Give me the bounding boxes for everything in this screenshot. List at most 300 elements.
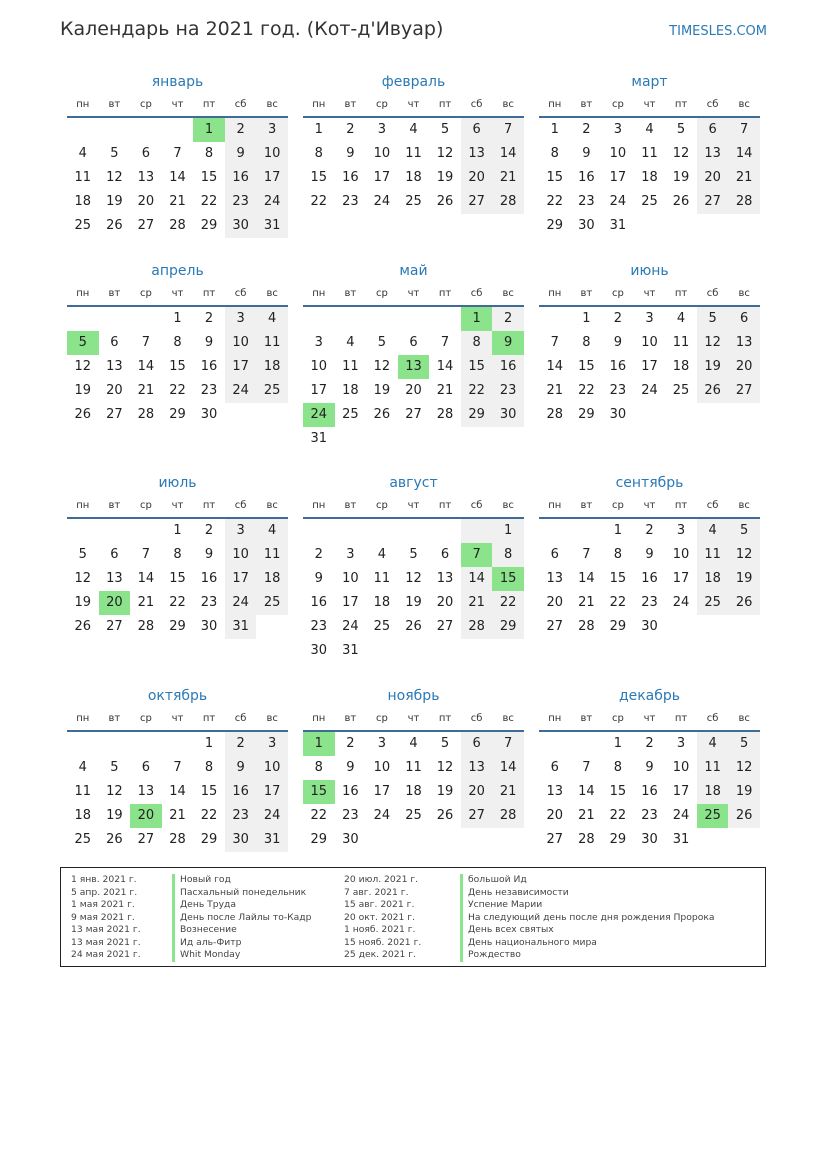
day-cell[interactable]: 31 [672, 832, 690, 847]
day-cell[interactable]: 18 [641, 170, 658, 185]
day-cell[interactable]: 18 [256, 355, 288, 379]
day-cell[interactable]: 18 [697, 567, 729, 591]
day-cell[interactable]: 8 [582, 335, 591, 350]
day-cell[interactable]: 5 [697, 307, 729, 331]
day-cell[interactable]: 16 [641, 571, 658, 586]
day-cell[interactable]: 7 [173, 760, 182, 775]
day-cell[interactable]: 30 [200, 619, 218, 634]
day-cell[interactable]: 29 [461, 403, 493, 427]
day-cell[interactable]: 14 [546, 359, 564, 374]
day-cell[interactable]: 20 [106, 383, 123, 398]
day-cell[interactable]: 6 [110, 547, 119, 562]
day-cell[interactable]: 29 [609, 619, 627, 634]
day-cell[interactable]: 6 [141, 146, 151, 161]
day-cell[interactable]: 9 [225, 756, 257, 780]
day-cell[interactable]: 5 [728, 732, 760, 756]
day-cell[interactable]: 16 [342, 170, 359, 185]
day-cell[interactable]: 6 [141, 760, 151, 775]
day-cell[interactable]: 25 [697, 591, 729, 615]
day-cell[interactable]: 27 [106, 407, 123, 422]
day-cell[interactable]: 25 [405, 808, 422, 823]
day-cell[interactable]: 12 [728, 756, 760, 780]
day-cell[interactable]: 18 [672, 359, 690, 374]
day-cell[interactable]: 18 [405, 784, 422, 799]
day-cell[interactable]: 26 [728, 591, 760, 615]
day-cell[interactable]: 10 [672, 547, 690, 562]
day-cell[interactable]: 21 [436, 383, 454, 398]
day-cell[interactable]: 10 [672, 760, 690, 775]
holiday-cell[interactable]: 9 [492, 331, 524, 355]
day-cell[interactable]: 10 [609, 146, 627, 161]
day-cell[interactable]: 15 [169, 359, 186, 374]
day-cell[interactable]: 10 [641, 335, 658, 350]
day-cell[interactable]: 23 [609, 383, 627, 398]
day-cell[interactable]: 23 [578, 194, 595, 209]
day-cell[interactable]: 6 [409, 335, 418, 350]
day-cell[interactable]: 9 [645, 547, 654, 562]
day-cell[interactable]: 13 [461, 756, 493, 780]
day-cell[interactable]: 9 [225, 142, 257, 166]
day-cell[interactable]: 27 [436, 619, 454, 634]
day-cell[interactable]: 7 [492, 118, 524, 142]
day-cell[interactable]: 15 [461, 355, 493, 379]
day-cell[interactable]: 29 [310, 832, 328, 847]
day-cell[interactable]: 10 [373, 760, 391, 775]
holiday-cell[interactable]: 1 [193, 118, 225, 142]
day-cell[interactable]: 22 [578, 383, 595, 398]
day-cell[interactable]: 23 [225, 804, 257, 828]
day-cell[interactable]: 20 [728, 355, 760, 379]
day-cell[interactable]: 9 [582, 146, 591, 161]
day-cell[interactable]: 24 [672, 595, 690, 610]
day-cell[interactable]: 25 [256, 379, 288, 403]
day-cell[interactable]: 29 [169, 407, 186, 422]
day-cell[interactable]: 12 [106, 784, 123, 799]
day-cell[interactable]: 27 [461, 804, 493, 828]
day-cell[interactable]: 6 [461, 118, 493, 142]
day-cell[interactable]: 3 [613, 122, 623, 137]
day-cell[interactable]: 24 [225, 591, 257, 615]
day-cell[interactable]: 27 [546, 619, 564, 634]
day-cell[interactable]: 12 [436, 146, 454, 161]
day-cell[interactable]: 21 [546, 383, 564, 398]
day-cell[interactable]: 25 [74, 832, 92, 847]
day-cell[interactable]: 18 [256, 567, 288, 591]
holiday-cell[interactable]: 1 [303, 732, 335, 756]
day-cell[interactable]: 21 [137, 383, 155, 398]
day-cell[interactable]: 19 [728, 780, 760, 804]
day-cell[interactable]: 11 [405, 146, 422, 161]
day-cell[interactable]: 11 [641, 146, 658, 161]
holiday-cell[interactable]: 20 [130, 804, 162, 828]
day-cell[interactable]: 8 [550, 146, 559, 161]
day-cell[interactable]: 16 [609, 359, 627, 374]
day-cell[interactable]: 1 [173, 523, 182, 538]
day-cell[interactable]: 20 [461, 166, 493, 190]
day-cell[interactable]: 27 [697, 190, 729, 214]
day-cell[interactable]: 16 [200, 571, 218, 586]
day-cell[interactable]: 16 [578, 170, 595, 185]
day-cell[interactable]: 11 [405, 760, 422, 775]
day-cell[interactable]: 26 [697, 379, 729, 403]
day-cell[interactable]: 10 [373, 146, 391, 161]
day-cell[interactable]: 7 [582, 760, 591, 775]
day-cell[interactable]: 3 [645, 311, 654, 326]
day-cell[interactable]: 18 [342, 383, 359, 398]
day-cell[interactable]: 7 [582, 547, 591, 562]
day-cell[interactable]: 6 [728, 307, 760, 331]
day-cell[interactable]: 21 [492, 780, 524, 804]
day-cell[interactable]: 17 [225, 355, 257, 379]
day-cell[interactable]: 13 [546, 571, 564, 586]
day-cell[interactable]: 14 [137, 571, 155, 586]
day-cell[interactable]: 24 [342, 619, 359, 634]
day-cell[interactable]: 28 [728, 190, 760, 214]
day-cell[interactable]: 17 [373, 784, 391, 799]
day-cell[interactable]: 2 [314, 547, 323, 562]
day-cell[interactable]: 2 [204, 311, 214, 326]
day-cell[interactable]: 26 [373, 407, 391, 422]
day-cell[interactable]: 18 [74, 808, 92, 823]
day-cell[interactable]: 2 [225, 732, 257, 756]
day-cell[interactable]: 28 [578, 619, 595, 634]
day-cell[interactable]: 30 [225, 828, 257, 852]
day-cell[interactable]: 4 [78, 146, 87, 161]
day-cell[interactable]: 15 [200, 784, 218, 799]
day-cell[interactable]: 25 [672, 383, 690, 398]
day-cell[interactable]: 19 [106, 808, 123, 823]
day-cell[interactable]: 2 [492, 307, 524, 331]
holiday-cell[interactable]: 15 [492, 567, 524, 591]
day-cell[interactable]: 5 [728, 519, 760, 543]
day-cell[interactable]: 21 [169, 194, 186, 209]
day-cell[interactable]: 16 [225, 780, 257, 804]
day-cell[interactable]: 26 [74, 619, 92, 634]
day-cell[interactable]: 26 [74, 407, 92, 422]
day-cell[interactable]: 9 [204, 547, 214, 562]
day-cell[interactable]: 23 [492, 379, 524, 403]
day-cell[interactable]: 12 [697, 331, 729, 355]
day-cell[interactable]: 28 [169, 832, 186, 847]
day-cell[interactable]: 9 [645, 760, 654, 775]
day-cell[interactable]: 28 [137, 407, 155, 422]
day-cell[interactable]: 22 [169, 595, 186, 610]
day-cell[interactable]: 27 [546, 832, 564, 847]
day-cell[interactable]: 17 [256, 780, 288, 804]
day-cell[interactable]: 3 [676, 736, 686, 751]
day-cell[interactable]: 19 [106, 194, 123, 209]
day-cell[interactable]: 4 [256, 307, 288, 331]
day-cell[interactable]: 12 [106, 170, 123, 185]
day-cell[interactable]: 6 [440, 547, 450, 562]
day-cell[interactable]: 17 [373, 170, 391, 185]
day-cell[interactable]: 14 [137, 359, 155, 374]
day-cell[interactable]: 31 [609, 218, 627, 233]
day-cell[interactable]: 31 [256, 214, 288, 238]
day-cell[interactable]: 30 [225, 214, 257, 238]
day-cell[interactable]: 8 [613, 760, 623, 775]
day-cell[interactable]: 6 [110, 335, 119, 350]
day-cell[interactable]: 19 [697, 355, 729, 379]
day-cell[interactable]: 29 [200, 218, 218, 233]
day-cell[interactable]: 20 [461, 780, 493, 804]
day-cell[interactable]: 15 [609, 571, 627, 586]
day-cell[interactable]: 19 [405, 595, 422, 610]
day-cell[interactable]: 28 [578, 832, 595, 847]
day-cell[interactable]: 21 [578, 808, 595, 823]
day-cell[interactable]: 25 [405, 194, 422, 209]
day-cell[interactable]: 17 [641, 359, 658, 374]
day-cell[interactable]: 19 [436, 784, 454, 799]
day-cell[interactable]: 26 [405, 619, 422, 634]
day-cell[interactable]: 12 [728, 543, 760, 567]
day-cell[interactable]: 4 [645, 122, 654, 137]
day-cell[interactable]: 23 [342, 194, 359, 209]
day-cell[interactable]: 22 [609, 808, 627, 823]
day-cell[interactable]: 19 [74, 595, 92, 610]
day-cell[interactable]: 22 [200, 194, 218, 209]
day-cell[interactable]: 29 [578, 407, 595, 422]
day-cell[interactable]: 5 [377, 335, 387, 350]
day-cell[interactable]: 2 [645, 523, 654, 538]
day-cell[interactable]: 10 [256, 756, 288, 780]
day-cell[interactable]: 11 [74, 170, 92, 185]
day-cell[interactable]: 30 [342, 832, 359, 847]
day-cell[interactable]: 4 [409, 122, 418, 137]
day-cell[interactable]: 8 [173, 335, 182, 350]
day-cell[interactable]: 27 [106, 619, 123, 634]
day-cell[interactable]: 26 [728, 804, 760, 828]
day-cell[interactable]: 27 [137, 218, 155, 233]
day-cell[interactable]: 20 [546, 595, 564, 610]
day-cell[interactable]: 12 [373, 359, 391, 374]
day-cell[interactable]: 25 [74, 218, 92, 233]
day-cell[interactable]: 3 [346, 547, 355, 562]
day-cell[interactable]: 14 [578, 784, 595, 799]
day-cell[interactable]: 22 [169, 383, 186, 398]
day-cell[interactable]: 11 [697, 756, 729, 780]
day-cell[interactable]: 26 [436, 194, 454, 209]
day-cell[interactable]: 5 [440, 122, 450, 137]
day-cell[interactable]: 24 [373, 808, 391, 823]
day-cell[interactable]: 11 [256, 543, 288, 567]
day-cell[interactable]: 12 [672, 146, 690, 161]
day-cell[interactable]: 4 [697, 519, 729, 543]
day-cell[interactable]: 13 [106, 571, 123, 586]
day-cell[interactable]: 18 [74, 194, 92, 209]
holiday-cell[interactable]: 5 [67, 331, 99, 355]
holiday-cell[interactable]: 25 [697, 804, 729, 828]
day-cell[interactable]: 28 [169, 218, 186, 233]
day-cell[interactable]: 13 [436, 571, 454, 586]
day-cell[interactable]: 16 [200, 359, 218, 374]
day-cell[interactable]: 17 [609, 170, 627, 185]
day-cell[interactable]: 30 [578, 218, 595, 233]
day-cell[interactable]: 1 [582, 311, 591, 326]
day-cell[interactable]: 13 [137, 170, 155, 185]
day-cell[interactable]: 17 [256, 166, 288, 190]
day-cell[interactable]: 29 [492, 615, 524, 639]
day-cell[interactable]: 9 [346, 146, 355, 161]
day-cell[interactable]: 31 [342, 643, 359, 658]
day-cell[interactable]: 16 [310, 595, 328, 610]
day-cell[interactable]: 6 [550, 760, 559, 775]
day-cell[interactable]: 21 [169, 808, 186, 823]
day-cell[interactable]: 1 [204, 736, 214, 751]
day-cell[interactable]: 7 [492, 732, 524, 756]
day-cell[interactable]: 31 [225, 615, 257, 639]
holiday-cell[interactable]: 24 [303, 403, 335, 427]
day-cell[interactable]: 20 [436, 595, 454, 610]
holiday-cell[interactable]: 13 [398, 355, 430, 379]
day-cell[interactable]: 24 [609, 194, 627, 209]
site-link[interactable]: TIMESLES.COM [669, 24, 767, 39]
day-cell[interactable]: 30 [641, 832, 658, 847]
day-cell[interactable]: 2 [204, 523, 214, 538]
day-cell[interactable]: 24 [225, 379, 257, 403]
day-cell[interactable]: 16 [641, 784, 658, 799]
day-cell[interactable]: 20 [546, 808, 564, 823]
day-cell[interactable]: 1 [613, 523, 623, 538]
day-cell[interactable]: 29 [200, 832, 218, 847]
day-cell[interactable]: 27 [728, 379, 760, 403]
day-cell[interactable]: 11 [672, 335, 690, 350]
day-cell[interactable]: 31 [310, 431, 328, 446]
day-cell[interactable]: 14 [436, 359, 454, 374]
day-cell[interactable]: 12 [436, 760, 454, 775]
day-cell[interactable]: 3 [676, 523, 686, 538]
day-cell[interactable]: 18 [373, 595, 391, 610]
day-cell[interactable]: 3 [225, 519, 257, 543]
day-cell[interactable]: 4 [697, 732, 729, 756]
day-cell[interactable]: 5 [440, 736, 450, 751]
day-cell[interactable]: 2 [645, 736, 654, 751]
day-cell[interactable]: 8 [204, 146, 214, 161]
day-cell[interactable]: 1 [550, 122, 559, 137]
day-cell[interactable]: 23 [641, 595, 658, 610]
day-cell[interactable]: 13 [546, 784, 564, 799]
day-cell[interactable]: 18 [405, 170, 422, 185]
day-cell[interactable]: 11 [256, 331, 288, 355]
holiday-cell[interactable]: 1 [461, 307, 493, 331]
day-cell[interactable]: 26 [106, 218, 123, 233]
day-cell[interactable]: 23 [225, 190, 257, 214]
day-cell[interactable]: 9 [314, 571, 323, 586]
day-cell[interactable]: 28 [546, 407, 564, 422]
day-cell[interactable]: 14 [728, 142, 760, 166]
day-cell[interactable]: 28 [436, 407, 454, 422]
day-cell[interactable]: 7 [141, 547, 151, 562]
day-cell[interactable]: 2 [225, 118, 257, 142]
day-cell[interactable]: 12 [405, 571, 422, 586]
day-cell[interactable]: 6 [697, 118, 729, 142]
day-cell[interactable]: 15 [169, 571, 186, 586]
day-cell[interactable]: 5 [110, 146, 119, 161]
day-cell[interactable]: 8 [173, 547, 182, 562]
day-cell[interactable]: 21 [728, 166, 760, 190]
day-cell[interactable]: 7 [550, 335, 559, 350]
day-cell[interactable]: 14 [492, 756, 524, 780]
day-cell[interactable]: 10 [342, 571, 359, 586]
day-cell[interactable]: 24 [672, 808, 690, 823]
day-cell[interactable]: 25 [373, 619, 391, 634]
day-cell[interactable]: 25 [256, 591, 288, 615]
day-cell[interactable]: 20 [137, 194, 155, 209]
day-cell[interactable]: 4 [377, 547, 387, 562]
day-cell[interactable]: 2 [346, 736, 355, 751]
day-cell[interactable]: 26 [106, 832, 123, 847]
day-cell[interactable]: 3 [256, 118, 288, 142]
day-cell[interactable]: 5 [676, 122, 686, 137]
day-cell[interactable]: 23 [641, 808, 658, 823]
day-cell[interactable]: 22 [546, 194, 564, 209]
day-cell[interactable]: 20 [697, 166, 729, 190]
day-cell[interactable]: 19 [373, 383, 391, 398]
day-cell[interactable]: 23 [200, 595, 218, 610]
day-cell[interactable]: 7 [440, 335, 450, 350]
day-cell[interactable]: 1 [492, 519, 524, 543]
day-cell[interactable]: 14 [169, 170, 186, 185]
day-cell[interactable]: 16 [492, 355, 524, 379]
day-cell[interactable]: 5 [409, 547, 418, 562]
day-cell[interactable]: 22 [200, 808, 218, 823]
holiday-cell[interactable]: 15 [303, 780, 335, 804]
day-cell[interactable]: 21 [578, 595, 595, 610]
day-cell[interactable]: 22 [609, 595, 627, 610]
day-cell[interactable]: 15 [310, 170, 328, 185]
day-cell[interactable]: 8 [461, 331, 493, 355]
day-cell[interactable]: 4 [409, 736, 418, 751]
day-cell[interactable]: 28 [137, 619, 155, 634]
day-cell[interactable]: 21 [461, 591, 493, 615]
day-cell[interactable]: 11 [342, 359, 359, 374]
day-cell[interactable]: 13 [697, 142, 729, 166]
day-cell[interactable]: 27 [137, 832, 155, 847]
day-cell[interactable]: 30 [200, 407, 218, 422]
day-cell[interactable]: 15 [578, 359, 595, 374]
day-cell[interactable]: 19 [74, 383, 92, 398]
day-cell[interactable]: 14 [461, 567, 493, 591]
day-cell[interactable]: 22 [310, 194, 328, 209]
day-cell[interactable]: 17 [225, 567, 257, 591]
day-cell[interactable]: 5 [110, 760, 119, 775]
day-cell[interactable]: 17 [310, 383, 328, 398]
day-cell[interactable]: 28 [492, 190, 524, 214]
day-cell[interactable]: 27 [405, 407, 422, 422]
day-cell[interactable]: 14 [169, 784, 186, 799]
day-cell[interactable]: 12 [74, 359, 92, 374]
day-cell[interactable]: 4 [256, 519, 288, 543]
day-cell[interactable]: 13 [461, 142, 493, 166]
day-cell[interactable]: 3 [377, 736, 387, 751]
day-cell[interactable]: 15 [546, 170, 564, 185]
day-cell[interactable]: 17 [342, 595, 359, 610]
day-cell[interactable]: 11 [697, 543, 729, 567]
day-cell[interactable]: 4 [78, 760, 87, 775]
day-cell[interactable]: 2 [582, 122, 591, 137]
day-cell[interactable]: 9 [204, 335, 214, 350]
day-cell[interactable]: 30 [641, 619, 658, 634]
day-cell[interactable]: 7 [141, 335, 151, 350]
day-cell[interactable]: 25 [342, 407, 359, 422]
day-cell[interactable]: 1 [173, 311, 182, 326]
day-cell[interactable]: 8 [492, 543, 524, 567]
day-cell[interactable]: 9 [613, 335, 623, 350]
day-cell[interactable]: 28 [461, 615, 493, 639]
day-cell[interactable]: 7 [728, 118, 760, 142]
day-cell[interactable]: 3 [225, 307, 257, 331]
day-cell[interactable]: 24 [256, 804, 288, 828]
